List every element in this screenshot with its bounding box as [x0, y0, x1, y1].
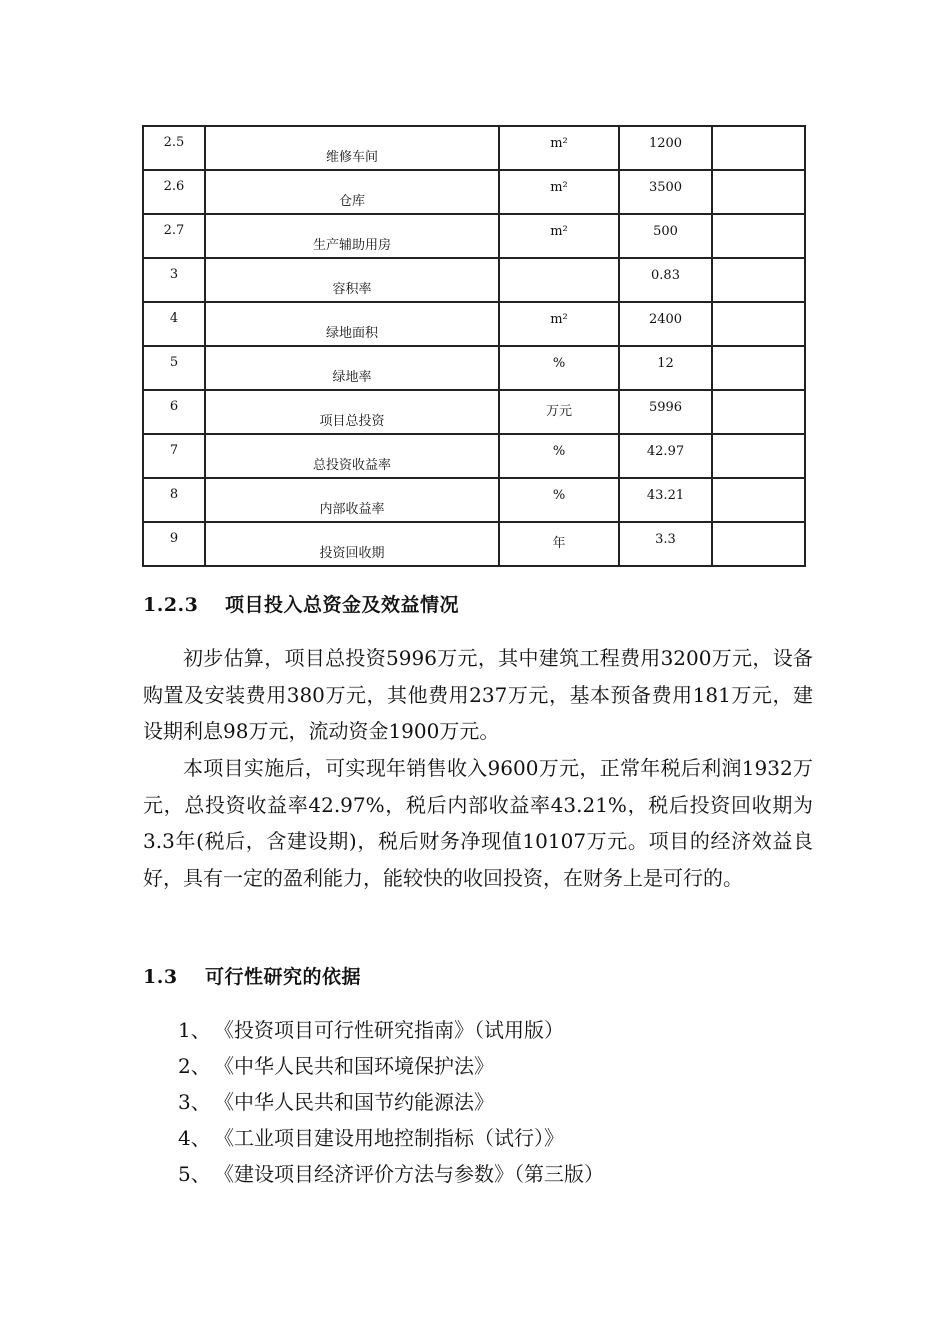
- list-item-text: 《工业项目建设用地控制指标（试行）》: [214, 1126, 564, 1150]
- cell-item-number: [143, 258, 205, 302]
- cell-item-number: [143, 302, 205, 346]
- cell-unit-text: %: [552, 444, 566, 460]
- list-item-text: 《中华人民共和国环境保护法》: [214, 1054, 494, 1078]
- cell-unit: [499, 170, 619, 214]
- cell-item-number: [143, 434, 205, 478]
- cell-item-name-text: 绿地率: [332, 370, 372, 386]
- cell-unit-text: %: [552, 356, 566, 372]
- cell-value-text: 1200: [648, 136, 683, 152]
- cell-item-name-text: 总投资收益率: [312, 458, 391, 474]
- table-row: [143, 478, 805, 522]
- cell-item-number-text: 2.6: [163, 179, 185, 195]
- cell-value-text: 3.3: [655, 532, 676, 548]
- cell-value-text: 2400: [648, 312, 683, 328]
- cell-item-number-text: 8: [169, 487, 179, 503]
- cell-unit: [499, 302, 619, 346]
- cell-item-number-text: 6: [169, 399, 179, 415]
- list-item-number: 3、: [178, 1090, 211, 1114]
- cell-item-name: [205, 390, 499, 434]
- cell-value-text: 12: [657, 356, 674, 372]
- cell-item-name-text: 仓库: [338, 194, 365, 210]
- cell-item-name: [205, 170, 499, 214]
- cell-unit: [499, 258, 619, 302]
- cell-item-name-text: 项目总投资: [319, 414, 385, 430]
- cell-value: [619, 522, 712, 566]
- cell-value: [619, 478, 712, 522]
- list-item-text: 《投资项目可行性研究指南》（试用版）: [214, 1018, 564, 1042]
- list-item-text: 《中华人民共和国节约能源法》: [214, 1090, 494, 1114]
- cell-item-number-text: 2.7: [163, 223, 185, 239]
- cell-item-name: [205, 126, 499, 170]
- table-row: [143, 346, 805, 390]
- cell-unit: [499, 390, 619, 434]
- cell-value-text: 3500: [648, 180, 683, 196]
- list-item: [178, 1012, 604, 1048]
- table-row: [143, 170, 805, 214]
- cell-item-number: [143, 126, 205, 170]
- cell-item-number-text: 2.5: [163, 135, 185, 151]
- table-row: [143, 434, 805, 478]
- cell-item-name-text: 内部收益率: [319, 502, 385, 518]
- cell-value: [619, 258, 712, 302]
- cell-remark: [712, 390, 805, 434]
- cell-item-name: [205, 214, 499, 258]
- cell-unit-text: %: [552, 488, 566, 504]
- cell-value-text: 5996: [648, 400, 683, 416]
- cell-unit: [499, 522, 619, 566]
- list-item: [178, 1120, 604, 1156]
- cell-unit-text: m²: [550, 136, 568, 152]
- cell-remark: [712, 522, 805, 566]
- cell-value: [619, 434, 712, 478]
- cell-unit-text: m²: [550, 312, 568, 328]
- cell-value-text: 0.83: [651, 268, 680, 284]
- cell-item-name: [205, 522, 499, 566]
- cell-unit: [499, 478, 619, 522]
- cell-item-name-text: 容积率: [332, 282, 372, 298]
- cell-item-name-text: 维修车间: [325, 150, 378, 166]
- cell-remark: [712, 214, 805, 258]
- cell-unit: [499, 434, 619, 478]
- list-item-number: 1、: [178, 1018, 211, 1042]
- cell-unit-text: m²: [550, 224, 568, 240]
- cell-item-name: [205, 302, 499, 346]
- cell-remark: [712, 302, 805, 346]
- cell-value: [619, 126, 712, 170]
- paragraph-investment-estimate: 初步估算，项目总投资5996万元，其中建筑工程费用3200万元，设备购置及安装费用380万元，其他费用237万元，基本预备费用181万元，建设期利息98万元，流动资金1900万元。: [143, 646, 813, 743]
- list-item-number: 5、: [178, 1162, 211, 1186]
- cell-item-name-text: 绿地面积: [325, 326, 378, 342]
- section-heading-1-2-3: [143, 590, 459, 617]
- cell-item-name-text: 生产辅助用房: [312, 238, 391, 254]
- cell-item-number-text: 9: [169, 531, 179, 547]
- cell-value: [619, 214, 712, 258]
- table-row: [143, 214, 805, 258]
- paragraph-economic-benefit: 本项目实施后，可实现年销售收入9600万元，正常年税后利润1932万元，总投资收益率42.97%，税后内部收益率43.21%，税后投资回收期为3.3年(税后，含建设期)，税后财务净现值10107万元。项目的经济效益良好，具有一定的盈利能力，能较快的收回投资，在财务上是可行的。: [143, 756, 813, 890]
- cell-item-number-text: 5: [169, 355, 179, 371]
- cell-item-name: [205, 346, 499, 390]
- cell-value: [619, 170, 712, 214]
- section-title: 项目投入总资金及效益情况: [225, 594, 460, 616]
- list-item-number: 4、: [178, 1126, 211, 1150]
- cell-unit-text: 万元: [545, 404, 572, 420]
- cell-remark: [712, 478, 805, 522]
- cell-unit-text: 年: [552, 536, 566, 552]
- list-item: [178, 1048, 604, 1084]
- table-row: [143, 390, 805, 434]
- cell-item-number-text: 3: [169, 267, 179, 283]
- cell-value-text: 500: [653, 224, 678, 240]
- cell-remark: [712, 434, 805, 478]
- cell-item-name: [205, 258, 499, 302]
- basis-list: [178, 1012, 604, 1192]
- cell-unit: [499, 214, 619, 258]
- section-number: 1.2.3: [143, 594, 199, 616]
- cell-value: [619, 346, 712, 390]
- cell-value-text: 42.97: [646, 444, 685, 460]
- list-item: [178, 1084, 604, 1120]
- cell-value: [619, 390, 712, 434]
- table-row: [143, 126, 805, 170]
- table-row: [143, 302, 805, 346]
- cell-item-number: [143, 346, 205, 390]
- cell-item-number: [143, 390, 205, 434]
- cell-remark: [712, 346, 805, 390]
- cell-remark: [712, 170, 805, 214]
- cell-item-number: [143, 522, 205, 566]
- cell-item-name-text: 投资回收期: [319, 546, 385, 562]
- list-item: [178, 1156, 604, 1192]
- section-number: 1.3: [143, 966, 178, 988]
- cell-value: [619, 302, 712, 346]
- cell-item-number: [143, 214, 205, 258]
- cell-remark: [712, 126, 805, 170]
- cell-value-text: 43.21: [646, 488, 685, 504]
- indicator-table: [142, 125, 806, 567]
- cell-item-number-text: 7: [169, 443, 179, 459]
- cell-item-number-text: 4: [169, 311, 179, 327]
- cell-item-name: [205, 434, 499, 478]
- section-title: 可行性研究的依据: [205, 966, 362, 988]
- cell-item-name: [205, 478, 499, 522]
- list-item-number: 2、: [178, 1054, 211, 1078]
- cell-unit: [499, 126, 619, 170]
- table-row: [143, 258, 805, 302]
- cell-item-number: [143, 170, 205, 214]
- cell-unit: [499, 346, 619, 390]
- cell-unit-text: m²: [550, 180, 568, 196]
- list-item-text: 《建设项目经济评价方法与参数》（第三版）: [214, 1162, 604, 1186]
- cell-item-number: [143, 478, 205, 522]
- section-heading-1-3: [143, 962, 361, 989]
- table-row: [143, 522, 805, 566]
- cell-remark: [712, 258, 805, 302]
